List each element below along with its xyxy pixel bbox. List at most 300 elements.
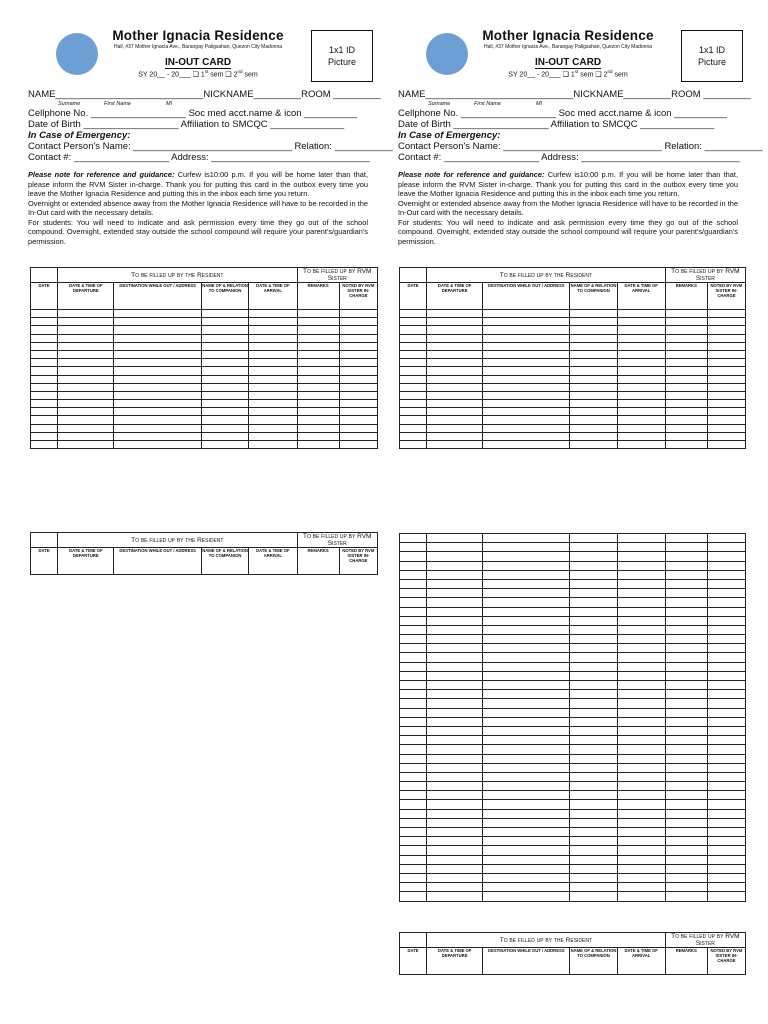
entry-cell[interactable] (707, 873, 745, 882)
entry-cell[interactable] (400, 441, 427, 449)
entry-cell[interactable] (483, 809, 570, 818)
entry-cell[interactable] (249, 342, 297, 350)
entry-cell[interactable] (570, 745, 617, 754)
entry-cell[interactable] (114, 342, 201, 350)
entry-cell[interactable] (249, 334, 297, 342)
entry-cell[interactable] (297, 408, 339, 416)
entry-cell[interactable] (707, 846, 745, 855)
entry-cell[interactable] (31, 375, 58, 383)
entry-cell[interactable] (249, 432, 297, 440)
entry-cell[interactable] (483, 570, 570, 579)
entry-cell[interactable] (570, 699, 617, 708)
entry-cell[interactable] (483, 635, 570, 644)
entry-cell[interactable] (617, 708, 665, 717)
entry-cell[interactable] (617, 837, 665, 846)
entry-cell[interactable] (249, 400, 297, 408)
entry-cell[interactable] (400, 745, 427, 754)
entry-cell[interactable] (249, 326, 297, 334)
entry-cell[interactable] (665, 616, 707, 625)
entry-cell[interactable] (339, 424, 377, 432)
entry-cell[interactable] (114, 432, 201, 440)
entry-cell[interactable] (427, 367, 483, 375)
entry-cell[interactable] (427, 561, 483, 570)
entry-cell[interactable] (570, 441, 617, 449)
entry-cell[interactable] (483, 754, 570, 763)
entry-cell[interactable] (427, 708, 483, 717)
entry-cell[interactable] (570, 400, 617, 408)
entry-cell[interactable] (427, 625, 483, 634)
entry-cell[interactable] (483, 589, 570, 598)
entry-cell[interactable] (297, 326, 339, 334)
entry-cell[interactable] (427, 726, 483, 735)
entry-cell[interactable] (201, 310, 248, 318)
entry-cell[interactable] (570, 736, 617, 745)
contact-person-field[interactable]: Contact Person's Name: ______________________________ Relation: ___________ (28, 141, 393, 152)
entry-cell[interactable] (570, 375, 617, 383)
cellphone-field[interactable]: Cellphone No. __________________ Soc med acct.name & icon __________ (28, 108, 358, 119)
entry-cell[interactable] (400, 383, 427, 391)
entry-cell[interactable] (665, 607, 707, 616)
entry-cell[interactable] (483, 598, 570, 607)
entry-cell[interactable] (483, 828, 570, 837)
entry-cell[interactable] (58, 359, 114, 367)
entry-cell[interactable] (427, 837, 483, 846)
entry-cell[interactable] (617, 534, 665, 543)
entry-cell[interactable] (665, 383, 707, 391)
entry-cell[interactable] (665, 717, 707, 726)
entry-cell[interactable] (617, 873, 665, 882)
entry-cell[interactable] (427, 607, 483, 616)
entry-cell[interactable] (617, 424, 665, 432)
entry-cell[interactable] (570, 653, 617, 662)
entry-cell[interactable] (297, 391, 339, 399)
entry-cell[interactable] (427, 818, 483, 827)
entry-cell[interactable] (617, 892, 665, 901)
entry-cell[interactable] (201, 400, 248, 408)
entry-cell[interactable] (665, 359, 707, 367)
entry-cell[interactable] (707, 662, 745, 671)
entry-cell[interactable] (617, 653, 665, 662)
entry-cell[interactable] (114, 441, 201, 449)
entry-cell[interactable] (483, 671, 570, 680)
entry-cell[interactable] (707, 534, 745, 543)
entry-cell[interactable] (617, 671, 665, 680)
entry-cell[interactable] (570, 561, 617, 570)
entry-cell[interactable] (427, 754, 483, 763)
entry-cell[interactable] (665, 570, 707, 579)
entry-cell[interactable] (400, 828, 427, 837)
entry-cell[interactable] (31, 400, 58, 408)
entry-cell[interactable] (570, 416, 617, 424)
entry-cell[interactable] (665, 375, 707, 383)
entry-cell[interactable] (483, 772, 570, 781)
entry-cell[interactable] (483, 400, 570, 408)
entry-cell[interactable] (31, 383, 58, 391)
entry-cell[interactable] (400, 424, 427, 432)
entry-cell[interactable] (339, 441, 377, 449)
entry-cell[interactable] (427, 589, 483, 598)
entry-cell[interactable] (617, 681, 665, 690)
entry-cell[interactable] (483, 717, 570, 726)
entry-cell[interactable] (400, 391, 427, 399)
entry-cell[interactable] (617, 616, 665, 625)
entry-cell[interactable] (617, 855, 665, 864)
entry-cell[interactable] (665, 589, 707, 598)
entry-cell[interactable] (31, 408, 58, 416)
entry-cell[interactable] (570, 763, 617, 772)
entry-cell[interactable] (707, 400, 745, 408)
entry-cell[interactable] (617, 570, 665, 579)
entry-cell[interactable] (570, 534, 617, 543)
entry-cell[interactable] (483, 837, 570, 846)
entry-cell[interactable] (400, 534, 427, 543)
entry-cell[interactable] (665, 873, 707, 882)
entry-cell[interactable] (483, 873, 570, 882)
entry-cell[interactable] (570, 359, 617, 367)
entry-cell[interactable] (114, 408, 201, 416)
entry-cell[interactable] (617, 334, 665, 342)
entry-cell[interactable] (707, 359, 745, 367)
entry-cell[interactable] (400, 772, 427, 781)
entry-cell[interactable] (665, 644, 707, 653)
entry-cell[interactable] (483, 883, 570, 892)
entry-cell[interactable] (617, 690, 665, 699)
entry-cell[interactable] (707, 699, 745, 708)
entry-cell[interactable] (249, 367, 297, 375)
entry-cell[interactable] (483, 690, 570, 699)
entry-cell[interactable] (427, 400, 483, 408)
entry-cell[interactable] (483, 432, 570, 440)
entry-cell[interactable] (201, 326, 248, 334)
entry-cell[interactable] (400, 818, 427, 827)
entry-cell[interactable] (707, 671, 745, 680)
dob-field[interactable]: Date of Birth __________________ Affiliation to SMCQC ______________ (28, 119, 345, 130)
entry-cell[interactable] (665, 653, 707, 662)
entry-cell[interactable] (617, 699, 665, 708)
entry-cell[interactable] (707, 424, 745, 432)
entry-cell[interactable] (617, 350, 665, 358)
entry-cell[interactable] (400, 763, 427, 772)
entry-cell[interactable] (707, 625, 745, 634)
entry-cell[interactable] (707, 342, 745, 350)
entry-cell[interactable] (707, 326, 745, 334)
entry-cell[interactable] (483, 864, 570, 873)
entry-cell[interactable] (427, 570, 483, 579)
entry-cell[interactable] (339, 416, 377, 424)
entry-cell[interactable] (617, 589, 665, 598)
entry-cell[interactable] (483, 892, 570, 901)
entry-cell[interactable] (665, 534, 707, 543)
entry-cell[interactable] (483, 424, 570, 432)
entry-cell[interactable] (665, 441, 707, 449)
entry-cell[interactable] (483, 846, 570, 855)
entry-cell[interactable] (665, 561, 707, 570)
entry-cell[interactable] (707, 543, 745, 552)
entry-cell[interactable] (483, 543, 570, 552)
entry-cell[interactable] (114, 310, 201, 318)
entry-cell[interactable] (427, 653, 483, 662)
entry-cell[interactable] (617, 745, 665, 754)
entry-cell[interactable] (427, 873, 483, 882)
entry-cell[interactable] (31, 342, 58, 350)
entry-cell[interactable] (58, 416, 114, 424)
entry-cell[interactable] (427, 828, 483, 837)
entry-cell[interactable] (400, 800, 427, 809)
entry-cell[interactable] (707, 408, 745, 416)
entry-cell[interactable] (570, 818, 617, 827)
entry-cell[interactable] (707, 570, 745, 579)
entry-cell[interactable] (665, 342, 707, 350)
entry-cell[interactable] (707, 763, 745, 772)
entry-cell[interactable] (483, 391, 570, 399)
entry-cell[interactable] (297, 334, 339, 342)
entry-cell[interactable] (400, 561, 427, 570)
entry-cell[interactable] (617, 367, 665, 375)
entry-cell[interactable] (707, 864, 745, 873)
entry-cell[interactable] (427, 432, 483, 440)
entry-cell[interactable] (707, 607, 745, 616)
entry-cell[interactable] (570, 543, 617, 552)
entry-cell[interactable] (617, 772, 665, 781)
entry-cell[interactable] (400, 579, 427, 588)
entry-cell[interactable] (339, 383, 377, 391)
entry-cell[interactable] (201, 408, 248, 416)
entry-cell[interactable] (707, 552, 745, 561)
entry-cell[interactable] (570, 408, 617, 416)
entry-cell[interactable] (707, 772, 745, 781)
entry-cell[interactable] (58, 367, 114, 375)
entry-cell[interactable] (707, 598, 745, 607)
entry-cell[interactable] (483, 367, 570, 375)
entry-cell[interactable] (665, 699, 707, 708)
entry-cell[interactable] (427, 717, 483, 726)
entry-cell[interactable] (249, 318, 297, 326)
entry-cell[interactable] (114, 391, 201, 399)
entry-cell[interactable] (201, 359, 248, 367)
entry-cell[interactable] (665, 690, 707, 699)
entry-cell[interactable] (400, 681, 427, 690)
entry-cell[interactable] (427, 782, 483, 791)
entry-cell[interactable] (201, 375, 248, 383)
entry-cell[interactable] (617, 607, 665, 616)
entry-cell[interactable] (483, 408, 570, 416)
entry-cell[interactable] (297, 424, 339, 432)
entry-cell[interactable] (570, 681, 617, 690)
entry-cell[interactable] (483, 800, 570, 809)
entry-cell[interactable] (427, 763, 483, 772)
entry-cell[interactable] (114, 383, 201, 391)
entry-cell[interactable] (297, 432, 339, 440)
entry-cell[interactable] (249, 310, 297, 318)
entry-cell[interactable] (665, 400, 707, 408)
entry-cell[interactable] (570, 342, 617, 350)
entry-cell[interactable] (570, 892, 617, 901)
entry-cell[interactable] (483, 791, 570, 800)
entry-cell[interactable] (31, 326, 58, 334)
entry-cell[interactable] (483, 579, 570, 588)
entry-cell[interactable] (400, 350, 427, 358)
entry-cell[interactable] (570, 616, 617, 625)
entry-cell[interactable] (427, 809, 483, 818)
entry-cell[interactable] (400, 662, 427, 671)
entry-cell[interactable] (297, 383, 339, 391)
entry-cell[interactable] (617, 408, 665, 416)
entry-cell[interactable] (339, 408, 377, 416)
entry-cell[interactable] (707, 375, 745, 383)
entry-cell[interactable] (427, 662, 483, 671)
entry-cell[interactable] (665, 635, 707, 644)
entry-cell[interactable] (707, 745, 745, 754)
entry-cell[interactable] (483, 616, 570, 625)
entry-cell[interactable] (339, 367, 377, 375)
entry-cell[interactable] (249, 375, 297, 383)
entry-cell[interactable] (400, 625, 427, 634)
entry-cell[interactable] (400, 736, 427, 745)
entry-cell[interactable] (483, 607, 570, 616)
entry-cell[interactable] (707, 334, 745, 342)
entry-cell[interactable] (339, 400, 377, 408)
entry-cell[interactable] (400, 318, 427, 326)
entry-cell[interactable] (665, 837, 707, 846)
entry-cell[interactable] (400, 855, 427, 864)
entry-cell[interactable] (617, 359, 665, 367)
entry-cell[interactable] (665, 800, 707, 809)
entry-cell[interactable] (427, 745, 483, 754)
entry-cell[interactable] (400, 598, 427, 607)
entry-cell[interactable] (201, 441, 248, 449)
entry-cell[interactable] (339, 310, 377, 318)
entry-cell[interactable] (427, 772, 483, 781)
entry-cell[interactable] (427, 326, 483, 334)
entry-cell[interactable] (400, 726, 427, 735)
entry-cell[interactable] (665, 864, 707, 873)
entry-cell[interactable] (427, 310, 483, 318)
entry-cell[interactable] (427, 791, 483, 800)
entry-cell[interactable] (570, 846, 617, 855)
entry-cell[interactable] (483, 736, 570, 745)
entry-cell[interactable] (617, 800, 665, 809)
entry-cell[interactable] (427, 616, 483, 625)
entry-cell[interactable] (483, 625, 570, 634)
entry-cell[interactable] (114, 367, 201, 375)
entry-cell[interactable] (249, 350, 297, 358)
entry-cell[interactable] (58, 383, 114, 391)
entry-cell[interactable] (427, 416, 483, 424)
entry-cell[interactable] (617, 644, 665, 653)
entry-cell[interactable] (58, 400, 114, 408)
entry-cell[interactable] (617, 441, 665, 449)
entry-cell[interactable] (58, 334, 114, 342)
entry-cell[interactable] (707, 616, 745, 625)
entry-cell[interactable] (297, 375, 339, 383)
entry-cell[interactable] (570, 310, 617, 318)
entry-cell[interactable] (483, 653, 570, 662)
entry-cell[interactable] (483, 708, 570, 717)
entry-cell[interactable] (570, 791, 617, 800)
entry-cell[interactable] (570, 432, 617, 440)
entry-cell[interactable] (570, 589, 617, 598)
contact-number-field[interactable]: Contact #: __________________ Address: ______________________________ (28, 152, 370, 163)
entry-cell[interactable] (249, 424, 297, 432)
entry-cell[interactable] (400, 791, 427, 800)
entry-cell[interactable] (400, 809, 427, 818)
entry-cell[interactable] (665, 791, 707, 800)
entry-cell[interactable] (201, 318, 248, 326)
entry-cell[interactable] (665, 367, 707, 375)
entry-cell[interactable] (707, 754, 745, 763)
entry-cell[interactable] (400, 367, 427, 375)
entry-cell[interactable] (114, 318, 201, 326)
entry-cell[interactable] (665, 432, 707, 440)
entry-cell[interactable] (483, 342, 570, 350)
entry-cell[interactable] (707, 717, 745, 726)
entry-cell[interactable] (707, 828, 745, 837)
entry-cell[interactable] (707, 690, 745, 699)
name-field[interactable]: NAME____________________________NICKNAME_________ROOM _________ (28, 89, 381, 100)
entry-cell[interactable] (570, 726, 617, 735)
entry-cell[interactable] (114, 334, 201, 342)
entry-cell[interactable] (297, 416, 339, 424)
entry-cell[interactable] (707, 855, 745, 864)
entry-cell[interactable] (570, 598, 617, 607)
entry-cell[interactable] (617, 828, 665, 837)
entry-cell[interactable] (665, 883, 707, 892)
entry-cell[interactable] (31, 391, 58, 399)
entry-cell[interactable] (31, 310, 58, 318)
entry-cell[interactable] (707, 367, 745, 375)
entry-cell[interactable] (570, 662, 617, 671)
entry-cell[interactable] (201, 432, 248, 440)
entry-cell[interactable] (707, 818, 745, 827)
entry-cell[interactable] (570, 864, 617, 873)
entry-cell[interactable] (617, 391, 665, 399)
entry-cell[interactable] (249, 441, 297, 449)
entry-cell[interactable] (427, 350, 483, 358)
entry-cell[interactable] (570, 855, 617, 864)
entry-cell[interactable] (665, 408, 707, 416)
entry-cell[interactable] (58, 318, 114, 326)
entry-cell[interactable] (665, 543, 707, 552)
entry-cell[interactable] (400, 635, 427, 644)
entry-cell[interactable] (31, 359, 58, 367)
entry-cell[interactable] (617, 579, 665, 588)
entry-cell[interactable] (400, 671, 427, 680)
entry-cell[interactable] (570, 424, 617, 432)
contact-person-field[interactable]: Contact Person's Name: ______________________________ Relation: ___________ (398, 141, 763, 152)
entry-cell[interactable] (617, 736, 665, 745)
entry-cell[interactable] (249, 416, 297, 424)
entry-cell[interactable] (665, 736, 707, 745)
entry-cell[interactable] (570, 625, 617, 634)
entry-cell[interactable] (570, 809, 617, 818)
entry-cell[interactable] (570, 579, 617, 588)
entry-cell[interactable] (31, 416, 58, 424)
entry-cell[interactable] (617, 782, 665, 791)
entry-cell[interactable] (707, 416, 745, 424)
entry-cell[interactable] (427, 736, 483, 745)
entry-cell[interactable] (400, 873, 427, 882)
entry-cell[interactable] (617, 383, 665, 391)
entry-cell[interactable] (570, 334, 617, 342)
entry-cell[interactable] (297, 367, 339, 375)
entry-cell[interactable] (707, 791, 745, 800)
entry-cell[interactable] (31, 424, 58, 432)
entry-cell[interactable] (665, 416, 707, 424)
entry-cell[interactable] (707, 350, 745, 358)
entry-cell[interactable] (427, 864, 483, 873)
entry-cell[interactable] (707, 391, 745, 399)
entry-cell[interactable] (58, 350, 114, 358)
